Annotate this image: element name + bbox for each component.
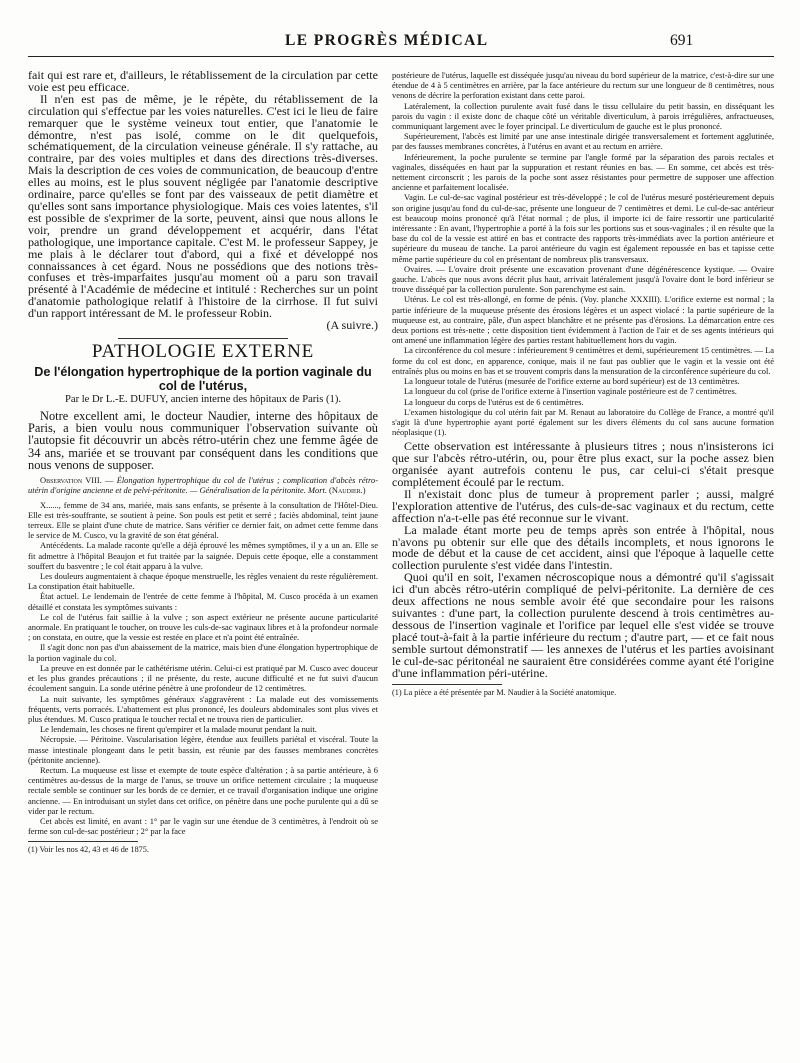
article-title: De l'élongation hypertrophique de la portion vaginale du col de l'utérus,	[34, 364, 372, 394]
header-rule	[28, 56, 774, 57]
observation-paragraph: Inférieurement, la poche purulente se termine par l'angle formé par la séparation des parois rectales et vaginales, disséquées en haut par la suppuration et restant réunies en bas. — En somme, cet abcès est très-nettement circonscrit ; les parois de la poche sont assez résistantes pour permettre de supposer une affection ancienne et parfaitement localisée.	[392, 151, 774, 193]
observation-paragraph: État actuel. Le lendemain de l'entrée de cette femme à l'hôpital, M. Cusco procéda à un examen détaillé et constata les symptômes suivants :	[28, 591, 378, 612]
paragraph: fait qui est rare et, d'ailleurs, le rétablissement de la circulation par cette voie est peu efficace.	[28, 70, 378, 94]
paragraph: Quoi qu'il en soit, l'examen nécroscopique nous a démontré qu'il s'agissait ici d'un abcès rétro-utérin compliqué de pelvi-péritonite. La dernière de ces deux affections ne nous semble avoir été que secondaire pour les raisons suivantes : d'une part, la collection purulente descend à trois centimètres au-dessous de l'insertion vaginale et l'orifice par lequel elle s'est vidée se trouve placé tout-à-fait à la partie inférieure du rectum ; d'autre part, — et ce fait nous semble surtout démonstratif — les annexes de l'utérus et les parties avoisinant le cul-de-sac péritonéal ne sauraient être considérées comme ayant été l'origine d'une inflammation péri-utérine.	[392, 570, 774, 680]
footnote: (1) Voir les nos 42, 43 et 46 de 1875.	[28, 845, 149, 855]
observation-author: (Naudier.)	[329, 485, 366, 496]
observation-paragraph: Vagin. Le cul-de-sac vaginal postérieur est très-développé ; le col de l'utérus mesuré postérieurement depuis son origine jusqu'au fond du cul-de-sac, présente une longueur de 7 centimètres et demi. Le cul-de-sac antérieur est beaucoup moins prononcé qu'à l'état normal ; de plus, il importe ici de faire ressortir une particularité intéressante : En avant, l'hypertrophie a porté à la fois sur les portions sus et sous-vaginales ; il en résulte que la base du col de la vessie est attiré en bas et contracte des rapports très-immédiats avec la portion antérieure et supérieure du museau de tanche. La paroi antérieure du vagin est également repoussée en bas et tapisse cette même partie supérieure du col en présentant de nombreux plis transversaux.	[392, 192, 774, 264]
paragraph: La malade étant morte peu de temps après son entrée à l'hôpital, nous n'avons pu obtenir sur elle que des détails incomplets, et nous ignorons le mode de début et la cause de cet accident, ainsi que l'époque à laquelle cette collection purulente s'est vidée dans l'intestin.	[392, 522, 774, 573]
footnote-rule	[28, 841, 138, 842]
observation-paragraph: Cet abcès est limité, en avant : 1° par le vagin sur une étendue de 3 centimètres, à l'endroit où se ferme son cul-de-sac postérieur ; 2° par la face	[28, 815, 378, 837]
left-column	[28, 70, 378, 1053]
observation-paragraph: La preuve en est donnée par le cathétérisme utérin. Celui-ci est pratiqué par M. Cusco avec douceur et les plus grandes précautions ; il ne présente, du reste, aucune difficulté et ne fut suivi d'aucun écoulement sanguin. La sonde utérine pénètre à une profondeur de 12 centimètres.	[28, 662, 378, 694]
observation-paragraph: Utérus. Le col est très-allongé, en forme de pénis. (Voy. planche XXXIII). L'orifice externe est normal ; la partie inférieure de la muqueuse présente des érosions légères et un aspect violacé : la partie supérieure de la muqueuse est, au contraire, pâle, d'un aspect blanchâtre et ne présente pas d'érosions. La démarcation entre ces deux portions est très-nette ; cette disposition tient évidemment à l'action de l'air et de ses agents intérieurs qui ont amené une inflammation légère des parties restant habituellement hors du vagin.	[392, 294, 774, 346]
observation-label: Observation VIII. —	[40, 475, 114, 486]
byline: Par le Dr L.-E. DUFUY, ancien interne des hôpitaux de Paris (1).	[64, 394, 342, 406]
observation-paragraph: Le col de l'utérus fait saillie à la vulve ; son aspect extérieur ne présente aucune particularité anormale. En pratiquant le toucher, on trouve les culs-de-sac vaginaux libres et à la profondeur normale ; on constata, en outre, que la vessie est restée en place et n'a point été entraînée.	[28, 611, 378, 643]
observation-paragraph: Supérieurement, l'abcès est limité par une anse intestinale dirigée transversalement et fortement agglutinée, par des fausses membranes concrètes, à l'utérus en avant et au rectum en arrière.	[392, 131, 774, 152]
page-number: 691	[670, 32, 694, 49]
intro-paragraph: Notre excellent ami, le docteur Naudier, interne des hôpitaux de Paris, a bien voulu nous communiquer l'observation suivante où l'autopsie fit découvrir un abcès rétro-utérin chez une femme âgée de 34 ans, mariée et se trouvant par conséquent dans les conditions que nous venons de supposer.	[28, 408, 378, 472]
footnote-rule	[392, 684, 502, 685]
observation-paragraph: Rectum. La muqueuse est lisse et exempte de toute espèce d'altération ; à sa partie antérieure, à 6 centimètres au-dessus de la marge de l'anus, se trouve un orifice nettement circulaire ; la muqueuse rectale semble se continuer sur les bords de ce dernier, et ce travail d'organisation indique une origine ancienne. — En introduisant un stylet dans cet orifice, on pénètre dans une poche purulente qui a dû se vider par le rectum.	[28, 764, 378, 816]
observation-paragraph: La longueur totale de l'utérus (mesurée de l'orifice externe au bord supérieur) est de 13 centimètres.	[404, 376, 740, 387]
section-rule	[118, 338, 288, 339]
observation-paragraph: L'examen histologique du col utérin fait par M. Renaut au laboratoire du Collège de France, a montré qu'il s'agit là d'une hypertrophie ayant porté également sur les divers éléments du col sans aucune formation néoplasique (1).	[392, 406, 774, 438]
paragraph: Il n'existait donc plus de tumeur à proprement parler ; aussi, malgré l'exploration attentive de l'utérus, des culs-de-sac vaginaux et du rectum, cette affection n'a-t-elle pas été reconnue sur le vivant.	[392, 486, 774, 525]
observation-paragraph: postérieure de l'utérus, laquelle est disséquée jusqu'au niveau du bord supérieur de la matrice, c'est-à-dire sur une étendue de 4 à 5 centimètres en arrière, par la face antérieure du rectum sur une longueur de 8 centimètres, nous venons de décrire la perforation existant dans cette paroi.	[392, 70, 774, 101]
page-header	[0, 32, 800, 60]
observation-heading	[28, 475, 378, 495]
observation-paragraph: Antécédents. La malade raconte qu'elle a déjà éprouvé les mêmes symptômes, il y a un an. Elle se fit admettre à l'hôpital Beaujon et fut traitée par la saignée. Depuis cette époque, elle a constamment souffert du basventre ; le col était apparu à la vulve.	[28, 540, 378, 571]
observation-paragraph: La circonférence du col mesure : inférieurement 9 centimètres et demi, supérieurement 15 centimètres. — La forme du col est donc, en apparence, conique, mais il ne faut pas oublier que le vagin et la vessie ont été entraînés plus ou moins en bas et se trouvent compris dans la mensuration de la circonférence supérieure du col.	[392, 345, 774, 376]
observation-paragraph: Il s'agit donc non pas d'un abaissement de la matrice, mais bien d'une élongation hypertrophique de la portion vaginale du col.	[28, 642, 378, 663]
right-column	[392, 70, 774, 1053]
observation-title: Élongation hypertrophique du col de l'utérus ; complication d'abcès rétro-utérin d'origine ancienne et de pelvi-péritonite. — Généralisation de la péritonite. Mort.	[28, 475, 378, 496]
observation-paragraph: Latéralement, la collection purulente avait fusé dans le tissu cellulaire du petit bassin, en disséquant les parois du vagin : il existe donc de chaque côté un véritable diverticulum, à parois irrégulières, anfractueuses, communiquant largement avec le foyer principal. Le diverticulum de gauche est le plus prononcé.	[392, 100, 774, 132]
observation-paragraph: La longueur du corps de l'utérus est de 6 centimètres.	[404, 396, 584, 407]
continued-note: (A suivre.)	[326, 318, 378, 333]
footnote: (1) La pièce a été présentée par M. Naudier à la Société anatomique.	[392, 688, 617, 698]
observation-paragraph: La nuit suivante, les symptômes généraux s'aggravèrent : La malade eut des vomissements fréquents, verts porracés. L'abattement est plus prononcé, les douleurs abdominales sont plus vives et plus étendues. M. Cusco pratiqua le toucher rectal et ne trouva rien de particulier.	[28, 693, 378, 724]
observation-paragraph: La longueur du col (prise de l'orifice externe à l'insertion vaginale postérieure est de 7 centimètres.	[404, 386, 737, 397]
observation-paragraph: Les douleurs augmentaient à chaque époque menstruelle, les règles venaient du reste régulièrement. La constipation était habituelle.	[28, 571, 378, 592]
paragraph: Cette observation est intéressante à plusieurs titres ; nous n'insisterons ici que sur l'abcès rétro-utérin, ou, pour être plus exact, sur la poche assez bien organisée ayant autrefois contenu le pus, car celui-ci s'était presque complétement écoulé par le rectum.	[392, 439, 774, 490]
observation-paragraph: Ovaires. — L'ovaire droit présente une excavation provenant d'une dégénérescence kystique. — Ovaire gauche. L'abcès que nous avons décrit plus haut, arrivait latéralement jusqu'à l'ovaire dont le bord inférieur se trouve disséqué par la collection purulente. Son parenchyme est sain.	[392, 263, 774, 295]
observation-paragraph: Le lendemain, les choses ne firent qu'empirer et la malade mourut pendant la nuit.	[40, 724, 317, 735]
observation-paragraph: Nécropsie. — Péritoine. Vascularisation légère, étendue aux feuillets pariétal et viscéral. Toute la masse intestinale plongeant dans le petit bassin, est réunie par des fausses membranes concrètes (péritonite ancienne).	[28, 734, 378, 765]
journal-title: LE PROGRÈS MÉDICAL	[285, 32, 489, 49]
paragraph: Il n'en est pas de même, je le répète, du rétablissement de la circulation qui s'effectue par les voies naturelles. C'est ici le lieu de faire remarquer que le système veineux tout entier, que l'anatomie le démontre, n'est pas isolé, comme on le dit quelquefois, schématiquement, de la circulation veineuse générale. Il s'y rattache, au contraire, par des voies multiples et dans des directions très-diverses. Mais la description de ces voies de communication, de beaucoup d'entre elles au moins, est le plus souvent négligée par l'anatomie descriptive ordinaire, parce qu'elles se font par des vaisseaux de petit diamètre et qu'elles sont sans importance physiologique. Mais ces voies latentes, s'il est possible de s'exprimer de la sorte, peuvent, ainsi que nous allons le voir, prendre un grand développement et acquérir, dans l'état pathologique, une importance capitale. C'est M. le professeur Sappey, je me plais à le déclarer tout d'abord, qui a fixé et développé nos connaissances à cet égard. Nous ne possédions que des notions très-confuses et très-imparfaites jusqu'au moment où a paru son travail présenté à l'Académie de médecine et intitulé : Recherches sur un point d'anatomie pathologique relatif à l'histoire de la cirrhose. Il fut suivi d'un rapport intéressant de M. le professeur Robin.	[28, 91, 378, 321]
observation-paragraph: X......, femme de 34 ans, mariée, mais sans enfants, se présente à la consultation de l'Hôtel-Dieu. Elle est très-souffrante, se soutient à peine. Son pouls est petit et serré ; faciès abdominal, teint jaune terreux. Elle se plaint d'une chute de matrice. Sans vérifier ce dernier fait, on admet cette femme dans le service de M. Cusco, vu la gravité de son état général.	[28, 499, 378, 541]
section-title: PATHOLOGIE EXTERNE	[91, 340, 315, 362]
